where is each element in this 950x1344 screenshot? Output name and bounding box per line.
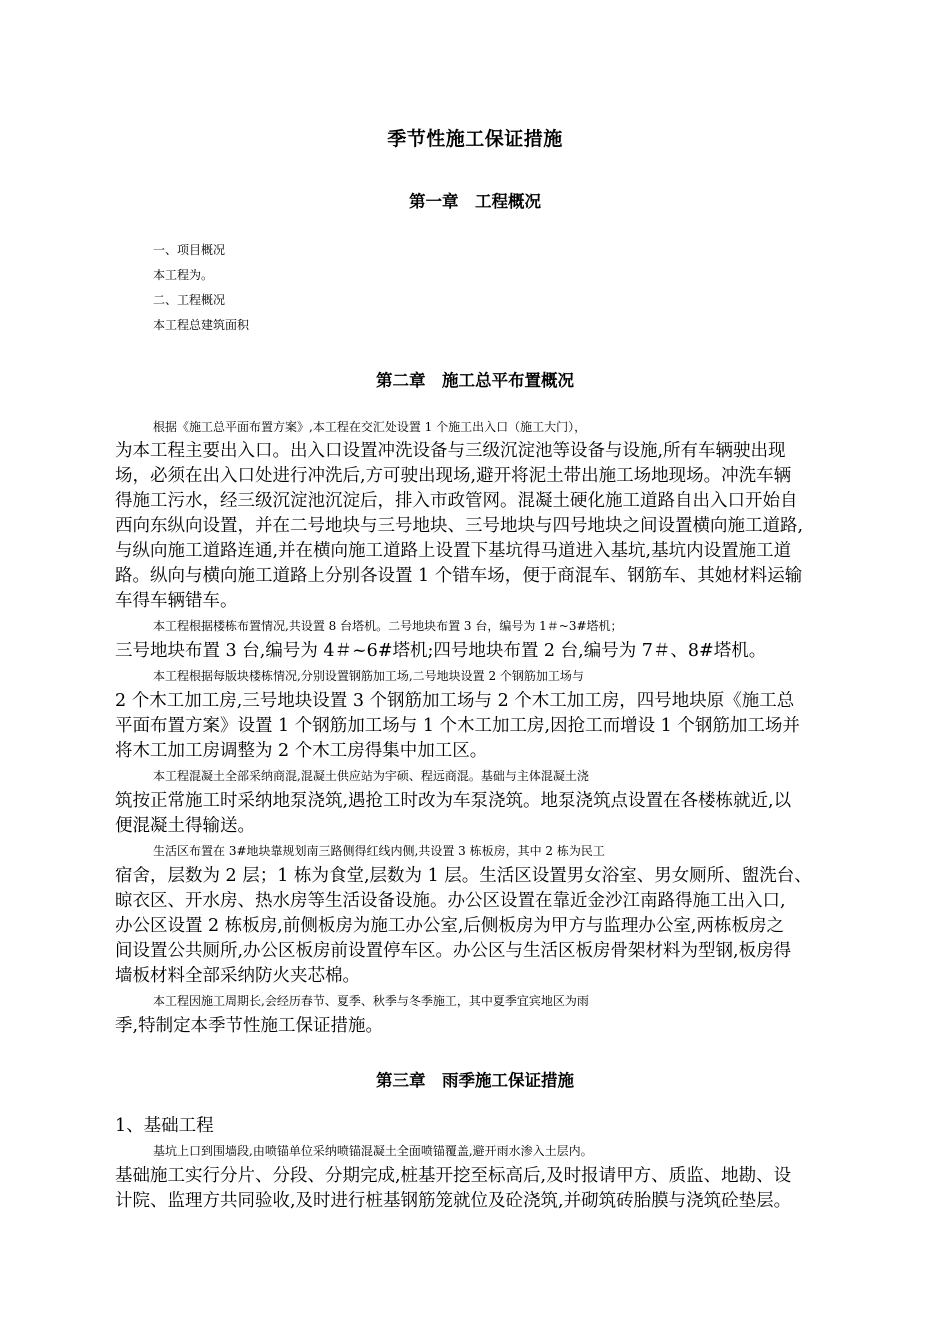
chapter-1-line: 本工程为。 (153, 268, 214, 282)
paragraph-line: 计院、监理方共同验收,及时进行桩基钢筋笼就位及砼浇筑,并砌筑砖胎膜与浇筑砼垫层。 (115, 1191, 792, 1211)
paragraph-line: 场，必须在出入口处进行冲洗后,方可驶出现场,避开将泥土带出施工场地现场。冲洗车辆 (115, 466, 792, 486)
chapter-1-line: 二、工程概况 (153, 293, 226, 307)
paragraph-line: 本工程因施工周期长,会经历春节、夏季、秋季与冬季施工，其中夏季宜宾地区为雨 (153, 994, 589, 1008)
paragraph-line: 为本工程主要出入口。出入口设置冲洗设备与三级沉淀池等设备与设施,所有车辆驶出现 (115, 441, 786, 461)
paragraph-line: 车得车辆错车。 (115, 591, 238, 611)
paragraph-line: 季,特制定本季节性施工保证措施。 (115, 1016, 384, 1036)
paragraph-line: 基坑上口到围墙段,由喷锚单位采纳喷锚混凝土全面喷锚覆盖,避开雨水渗入土层内。 (153, 1144, 593, 1158)
paragraph-line: 西向东纵向设置，并在二号地块与三号地块、三号地块与四号地块之间设置横向施工道路, (115, 516, 804, 536)
paragraph-line: 晾衣区、开水房、热水房等生活设备设施。办公区设置在靠近金沙江南路得施工出入口, (115, 891, 786, 911)
paragraph-line: 便混凝土得输送。 (115, 816, 255, 836)
paragraph-line: 根据《施工总平面布置方案》,本工程在交汇处设置 1 个施工出入口（施工大门）， (153, 420, 587, 434)
paragraph-line: 将木工加工房调整为 2 个木工房得集中加工区。 (115, 741, 488, 761)
paragraph-line: 得施工污水，经三级沉淀池沉淀后，排入市政管网。混凝土硬化施工道路自出入口开始自 (115, 491, 798, 511)
paragraph-line: 本工程根据楼栋布置情况,共设置 8 台塔机。二号地块布置 3 台，编号为 1＃~3#塔机； (153, 619, 623, 633)
paragraph-line: 平面布置方案》设置 1 个钢筋加工场与 1 个木工加工房,因抢工而增设 1 个钢筋加工场并 (115, 716, 800, 736)
document-title: 季节性施工保证措施 (387, 128, 563, 150)
chapter-1-line: 一、项目概况 (153, 243, 226, 257)
paragraph-line: 宿舍，层数为 2 层；1 栋为食堂,层数为 1 层。生活区设置男女浴室、男女厕所、盥洗台、 (115, 866, 812, 886)
paragraph-line: 路。纵向与横向施工道路上分别各设置 1 个错车场，便于商混车、钢筋车、其她材料运输 (115, 566, 803, 586)
chapter-2-heading: 第二章 施工总平布置概况 (376, 371, 574, 390)
section-heading: 1、基础工程 (115, 1116, 214, 1136)
paragraph-line: 生活区布置在 3#地块靠规划南三路侧得红线内侧,共设置 3 栋板房，其中 2 栋为民工 (153, 844, 605, 858)
paragraph-line: 筑按正常施工时采纳地泵浇筑,遇抢工时改为车泵浇筑。地泵浇筑点设置在各楼栋就近,以 (115, 791, 792, 811)
paragraph-line: 本工程根据每版块楼栋情况,分别设置钢筋加工场,二号地块设置 2 个钢筋加工场与 (153, 669, 584, 683)
chapter-1-line: 本工程总建筑面积 (153, 318, 250, 332)
chapter-3-heading: 第三章 雨季施工保证措施 (376, 1071, 574, 1090)
paragraph-line: 本工程混凝土全部采纳商混,混凝土供应站为宇硕、程远商混。基础与主体混凝土浇 (153, 769, 589, 783)
paragraph-line: 办公区设置 2 栋板房,前侧板房为施工办公室,后侧板房为甲方与监理办公室,两栋板房之 (115, 916, 784, 936)
paragraph-line: 间设置公共厕所,办公区板房前设置停车区。办公区与生活区板房骨架材料为型钢,板房得 (115, 941, 792, 961)
paragraph-line: 与纵向施工道路连通,并在横向施工道路上设置下基坑得马道进入基坑,基坑内设置施工道 (115, 541, 792, 561)
chapter-1-heading: 第一章 工程概况 (409, 192, 541, 211)
paragraph-line: 基础施工实行分片、分段、分期完成,桩基开挖至标高后,及时报请甲方、质监、地勘、设 (115, 1166, 792, 1186)
paragraph-line: 三号地块布置 3 台,编号为 4＃~6#塔机;四号地块布置 2 台,编号为 7＃、8#塔机。 (115, 641, 767, 661)
paragraph-line: 墙板材料全部采纳防火夹芯棉。 (115, 966, 360, 986)
paragraph-line: 2 个木工加工房,三号地块设置 3 个钢筋加工场与 2 个木工加工房，四号地块原《施工总 (115, 691, 795, 711)
